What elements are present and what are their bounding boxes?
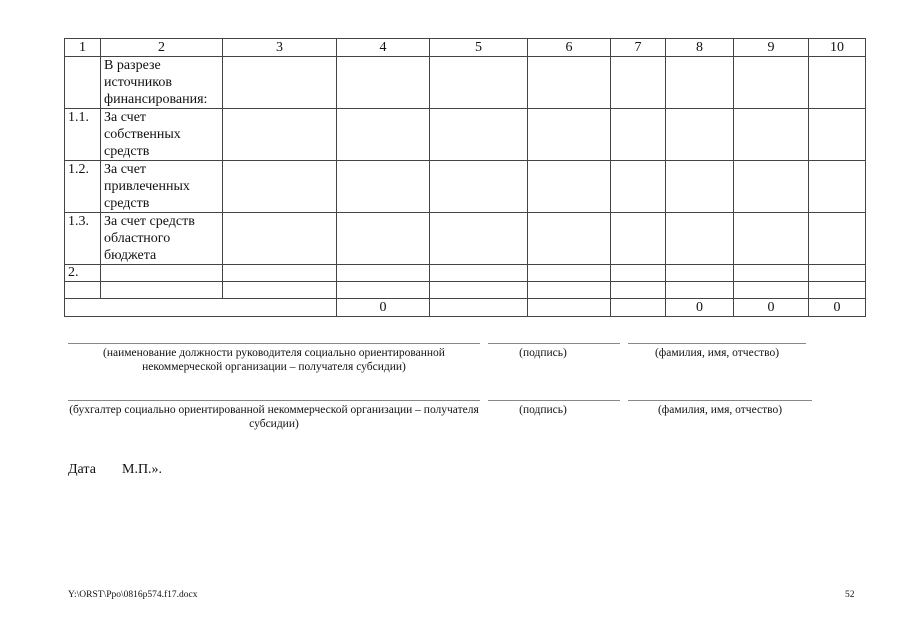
accountant-caption: (бухгалтер социально ориентированной некоммерческой организации – получателя субсидии) [69,404,479,430]
accountant-signature-caption: (подпись) [519,404,567,416]
col-header: 8 [666,39,734,57]
row-label: За счет средств областного бюджета [101,213,223,265]
row-number: 1.3. [65,213,101,265]
header-row [65,39,866,57]
totals-label-cell [65,299,337,317]
row-number [65,282,101,299]
accountant-line [68,400,480,401]
seal-label: М.П.». [122,462,163,477]
head-position-caption: (наименование должности руководителя социально ориентированной некоммерческой организации – получателя субсидии) [103,347,445,373]
table-row [65,57,866,109]
table-row [65,265,866,282]
footer-file-path: Y:\ORST\Ppo\0816p574.f17.docx [68,590,198,600]
total-cell: 0 [337,299,430,317]
col-header: 1 [65,39,101,57]
col-header: 3 [223,39,337,57]
col-header: 6 [528,39,611,57]
col-header: 5 [430,39,528,57]
total-cell: 0 [734,299,809,317]
head-name-line [628,343,806,344]
total-cell: 0 [666,299,734,317]
row-label [101,265,223,282]
total-cell: 0 [809,299,866,317]
row-number: 1.1. [65,109,101,161]
col-header: 2 [101,39,223,57]
head-signature-line [488,343,620,344]
col-header: 10 [809,39,866,57]
row-number [65,57,101,109]
col-header: 7 [611,39,666,57]
row-label [101,282,223,299]
accountant-name-line [628,400,812,401]
accountant-name-caption: (фамилия, имя, отчество) [657,404,783,416]
page-number: 52 [845,590,855,600]
financing-table [64,38,866,317]
table-row [65,109,866,161]
col-header: 9 [734,39,809,57]
row-label: За счет собственных средств [101,109,223,161]
accountant-signature-line [488,400,620,401]
head-signature-caption: (подпись) [519,347,567,359]
col-header: 4 [337,39,430,57]
row-label: За счет привлеченных средств [101,161,223,213]
head-name-caption: (фамилия, имя, отчество) [654,347,780,359]
table-row [65,282,866,299]
date-label: Дата [68,462,96,477]
row-number: 2. [65,265,101,282]
head-position-line [68,343,480,344]
table-row [65,161,866,213]
totals-row [65,299,866,317]
table-row [65,213,866,265]
row-number: 1.2. [65,161,101,213]
row-label: В разрезе источников финансирования: [101,57,223,109]
